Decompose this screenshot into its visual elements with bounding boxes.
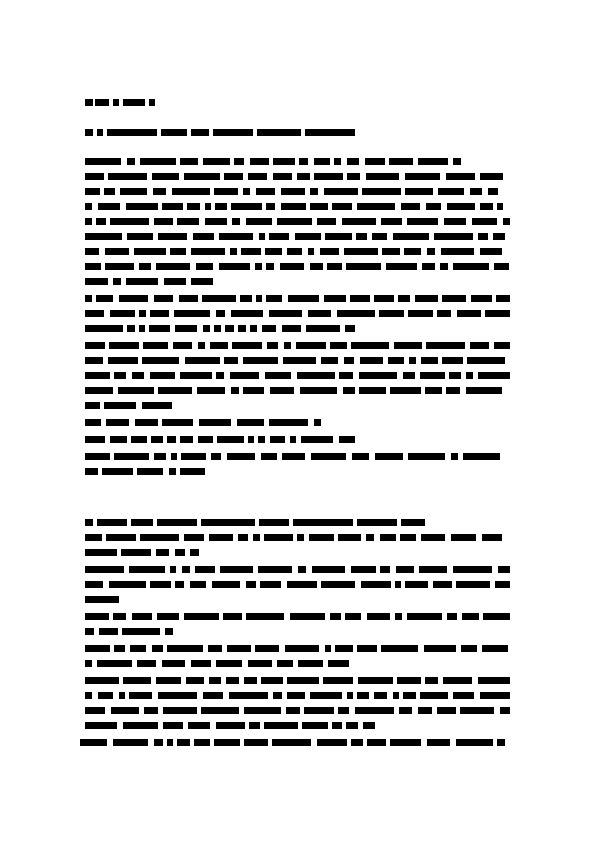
- document-header-line: [85, 97, 175, 107]
- section-1-body: [85, 154, 510, 479]
- text-line: [85, 688, 510, 703]
- text-line: [85, 169, 510, 184]
- text-line: [85, 432, 510, 447]
- document-subheader-line: [85, 127, 355, 137]
- text-line: [85, 718, 510, 733]
- text-line: [85, 353, 510, 368]
- text-line: [85, 184, 510, 199]
- text-line: [85, 577, 510, 592]
- text-line: [85, 656, 510, 671]
- text-line: [85, 609, 510, 624]
- text-line: [85, 368, 510, 383]
- text-line: [85, 464, 510, 479]
- text-line: [85, 641, 510, 656]
- text-line: [85, 199, 510, 214]
- text-line: [85, 415, 510, 430]
- text-line: [85, 244, 510, 259]
- text-line: [85, 274, 510, 289]
- text-line: [85, 259, 510, 274]
- section-2-heading: [85, 517, 425, 527]
- text-line: [85, 673, 510, 688]
- text-line: [85, 291, 510, 306]
- text-line: [80, 735, 510, 750]
- text-line: [85, 214, 510, 229]
- text-line: [85, 398, 510, 413]
- text-line: [85, 530, 510, 545]
- text-line: [85, 624, 510, 639]
- text-line: [85, 154, 510, 169]
- text-line: [85, 338, 510, 353]
- text-line: [85, 306, 510, 321]
- text-line: [85, 703, 510, 718]
- section-2-body: [85, 530, 510, 750]
- text-line: [85, 449, 510, 464]
- text-line: [85, 383, 510, 398]
- text-line: [85, 562, 510, 577]
- text-line: [85, 592, 510, 607]
- text-line: [85, 229, 510, 244]
- text-line: [85, 321, 510, 336]
- text-line: [85, 545, 510, 560]
